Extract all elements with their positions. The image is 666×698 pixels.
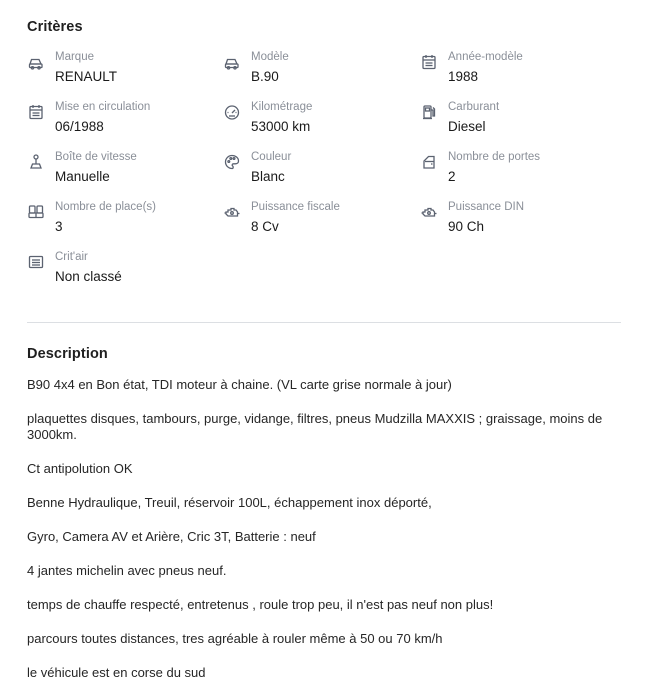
- criterion-label: Puissance DIN: [448, 201, 525, 213]
- seats-icon: [27, 203, 45, 221]
- engine-icon: [223, 203, 241, 221]
- criterion-label: Puissance fiscale: [251, 201, 340, 213]
- criterion-kilometrage: [223, 100, 413, 144]
- criterion-couleur: [223, 150, 413, 194]
- criterion-label: Boîte de vitesse: [55, 151, 137, 163]
- criterion-modele: [223, 50, 413, 94]
- criterion-value: 06/1988: [55, 119, 104, 134]
- palette-icon: [223, 153, 241, 171]
- criterion-value: 2: [448, 169, 456, 184]
- section-divider: [27, 322, 621, 323]
- criterion-value: Manuelle: [55, 169, 110, 184]
- description-title: Description: [27, 346, 108, 362]
- criterion-label: Modèle: [251, 51, 289, 63]
- description-paragraph: temps de chauffe respecté, entretenus , roule trop peu, il n'est pas neuf non plus!: [27, 597, 494, 612]
- criterion-label: Mise en circulation: [55, 101, 151, 113]
- fuel-pump-icon: [420, 103, 438, 121]
- description-body: [27, 377, 627, 698]
- door-icon: [420, 153, 438, 171]
- criterion-label: Nombre de place(s): [55, 201, 156, 213]
- criterion-label: Nombre de portes: [448, 151, 541, 163]
- calendar-icon: [27, 103, 45, 121]
- criterion-value: 53000 km: [251, 119, 311, 134]
- criterion-boite-de-vitesse: [27, 150, 217, 194]
- criterion-critair: [27, 250, 217, 294]
- criterion-value: RENAULT: [55, 69, 118, 84]
- criterion-value: B.90: [251, 69, 279, 84]
- criterion-label: Marque: [55, 51, 94, 63]
- car-icon: [223, 53, 241, 71]
- description-paragraph: Ct antipolution OK: [27, 461, 133, 476]
- criterion-marque: [27, 50, 217, 94]
- criterion-value: 3: [55, 219, 63, 234]
- criterion-value: 1988: [448, 69, 479, 84]
- criterion-value: 90 Ch: [448, 219, 485, 234]
- criterion-puissance-fiscale: [223, 200, 413, 244]
- calendar-icon: [420, 53, 438, 71]
- speedometer-icon: [223, 103, 241, 121]
- criterion-nombre-de-portes: [420, 150, 610, 194]
- criterion-puissance-din: [420, 200, 610, 244]
- criterion-value: Blanc: [251, 169, 285, 184]
- description-paragraph: Benne Hydraulique, Treuil, réservoir 100L, échappement inox déporté,: [27, 495, 432, 510]
- criterion-label: Année-modèle: [448, 51, 523, 63]
- criterion-mise-en-circulation: [27, 100, 217, 144]
- car-icon: [27, 53, 45, 71]
- description-paragraph: parcours toutes distances, tres agréable à rouler même à 50 ou 70 km/h: [27, 631, 443, 646]
- engine-icon: [420, 203, 438, 221]
- criterion-annee-modele: [420, 50, 610, 94]
- criteria-title: Critères: [27, 19, 83, 35]
- criterion-label: Carburant: [448, 101, 500, 113]
- description-paragraph: le véhicule est en corse du sud: [27, 665, 206, 680]
- description-paragraph: plaquettes disques, tambours, purge, vidange, filtres, pneus Mudzilla MAXXIS ; graissage, moins de 3000km.: [27, 411, 603, 442]
- criterion-label: Couleur: [251, 151, 292, 163]
- criterion-carburant: [420, 100, 610, 144]
- description-paragraph: Gyro, Camera AV et Arière, Cric 3T, Batterie : neuf: [27, 529, 316, 544]
- criterion-label: Crit'air: [55, 251, 88, 263]
- list-icon: [27, 253, 45, 271]
- gear-stick-icon: [27, 153, 45, 171]
- description-paragraph: 4 jantes michelin avec pneus neuf.: [27, 563, 227, 578]
- criterion-value: Diesel: [448, 119, 486, 134]
- criterion-value: 8 Cv: [251, 219, 279, 234]
- criterion-value: Non classé: [55, 269, 122, 284]
- description-paragraph: B90 4x4 en Bon état, TDI moteur à chaine. (VL carte grise normale à jour): [27, 377, 452, 392]
- criterion-nombre-de-places: [27, 200, 217, 244]
- criterion-label: Kilométrage: [251, 101, 313, 113]
